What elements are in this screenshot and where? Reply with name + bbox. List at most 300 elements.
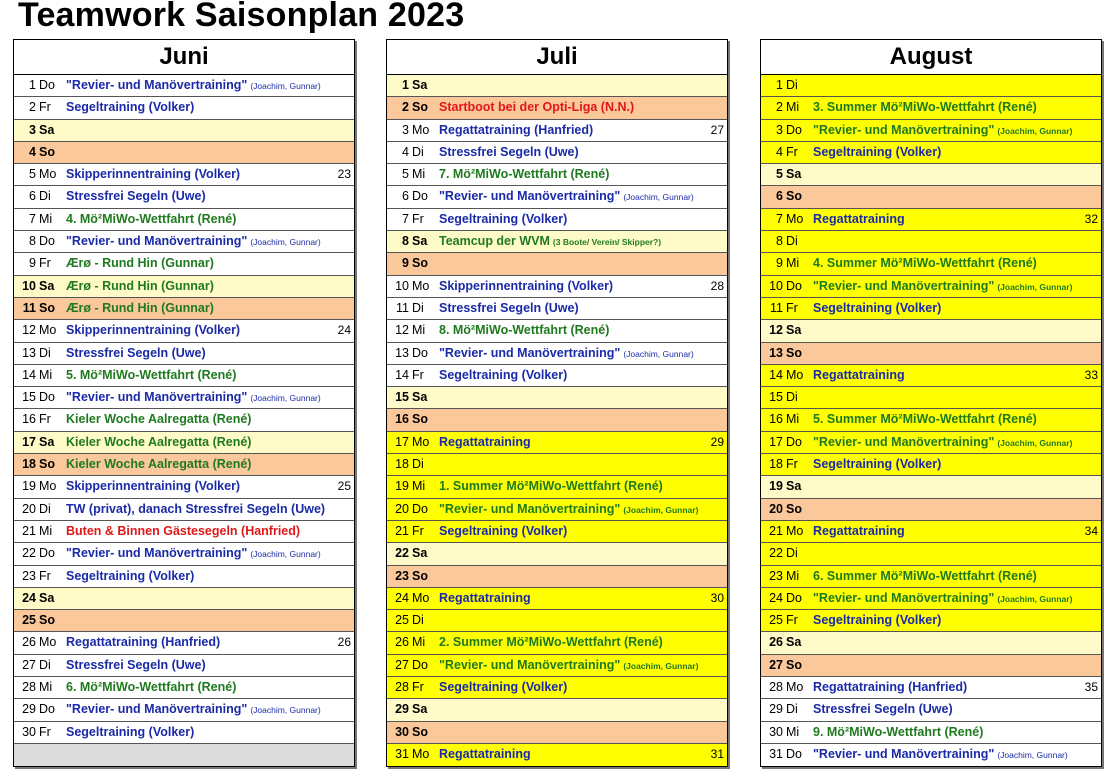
weekday-abbrev: Mo xyxy=(412,746,430,761)
day-row xyxy=(14,566,354,588)
day-row xyxy=(14,588,354,610)
weekday-abbrev: So xyxy=(786,657,802,672)
event-title: Regattatraining (Hanfried) xyxy=(439,122,594,137)
day-row xyxy=(387,164,727,186)
event-title: "Revier- und Manövertraining" xyxy=(66,78,248,92)
day-number: 24 xyxy=(769,590,783,605)
event-title: Ærø - Rund Hin (Gunnar) xyxy=(66,278,214,293)
weekday-abbrev: Mi xyxy=(786,100,800,115)
day-row xyxy=(761,610,1101,632)
event-label xyxy=(66,75,321,97)
month-column-august xyxy=(760,39,1102,767)
day-row xyxy=(14,387,354,409)
week-number: 32 xyxy=(1084,211,1098,226)
day-number: 9 xyxy=(402,256,409,271)
event-label xyxy=(66,209,236,230)
day-row xyxy=(14,365,354,387)
day-number: 2 xyxy=(402,100,409,115)
weekday-abbrev: Fr xyxy=(412,523,424,538)
event-title: "Revier- und Manövertraining" xyxy=(66,546,248,561)
day-number: 30 xyxy=(22,724,36,739)
event-organizers: (Joachim, Gunnar) xyxy=(997,749,1068,760)
weekday-abbrev: Sa xyxy=(39,434,55,449)
day-number: 27 xyxy=(22,657,36,672)
event-label xyxy=(66,276,214,297)
day-row xyxy=(14,343,354,365)
day-row xyxy=(14,298,354,320)
week-number: 34 xyxy=(1084,523,1098,538)
day-number: 22 xyxy=(395,546,409,561)
event-label xyxy=(813,209,905,230)
day-row xyxy=(14,142,354,164)
day-row xyxy=(761,75,1101,97)
day-row xyxy=(14,75,354,97)
event-title: "Revier- und Manövertraining" xyxy=(439,345,621,360)
day-row xyxy=(761,744,1101,766)
day-row xyxy=(387,588,727,610)
weekday-abbrev: Do xyxy=(786,746,802,761)
event-label xyxy=(439,432,531,453)
event-label xyxy=(66,566,194,587)
month-header: Juli xyxy=(387,40,727,75)
weekday-abbrev: Fr xyxy=(786,457,798,472)
weekday-abbrev: So xyxy=(39,300,55,315)
weekday-abbrev: Mi xyxy=(412,323,426,338)
day-number: 28 xyxy=(769,680,783,695)
day-number: 24 xyxy=(395,590,409,605)
day-number: 4 xyxy=(29,144,36,159)
month-header: Juni xyxy=(14,40,354,75)
day-row xyxy=(761,387,1101,409)
day-list xyxy=(14,75,354,766)
event-organizers: (Joachim, Gunnar) xyxy=(997,281,1073,292)
event-title: 1. Summer Mö²MiWo-Wettfahrt (René) xyxy=(439,479,663,494)
event-title: Segeltraining (Volker) xyxy=(439,211,568,226)
day-number: 13 xyxy=(769,345,783,360)
event-organizers: (3 Boote/ Verein/ Skipper?) xyxy=(552,237,662,248)
day-number: 19 xyxy=(22,479,36,494)
day-number: 8 xyxy=(402,234,409,249)
event-title: Kieler Woche Aalregatta (René) xyxy=(66,457,252,472)
weekday-abbrev: So xyxy=(786,345,802,360)
event-label xyxy=(66,632,220,653)
event-organizers: (Joachim, Gunnar) xyxy=(997,437,1073,448)
week-number: 28 xyxy=(710,278,724,293)
event-title: "Revier- und Manövertraining" xyxy=(439,657,621,672)
event-label xyxy=(813,744,1068,766)
day-row xyxy=(14,610,354,632)
weekday-abbrev: Do xyxy=(39,234,55,249)
day-row xyxy=(14,677,354,699)
weekday-abbrev: Sa xyxy=(39,590,55,605)
event-label xyxy=(66,164,240,185)
day-number: 23 xyxy=(769,568,783,583)
day-number: 14 xyxy=(395,367,409,382)
weekday-abbrev: Do xyxy=(39,702,55,717)
weekday-abbrev: Do xyxy=(412,501,428,516)
day-row xyxy=(387,499,727,521)
day-row xyxy=(387,543,727,565)
event-label xyxy=(813,97,1037,118)
day-row xyxy=(761,164,1101,186)
event-title: Startboot bei der Opti-Liga (N.N.) xyxy=(439,100,635,115)
weekday-abbrev: Sa xyxy=(412,546,428,561)
day-row xyxy=(761,543,1101,565)
day-number: 18 xyxy=(769,457,783,472)
weekday-abbrev: Fr xyxy=(412,367,424,382)
day-number: 12 xyxy=(22,323,36,338)
weekday-abbrev: Sa xyxy=(412,78,428,92)
day-number: 5 xyxy=(29,167,36,182)
day-row xyxy=(14,543,354,565)
day-number: 28 xyxy=(22,680,36,695)
day-number: 13 xyxy=(395,345,409,360)
day-row xyxy=(387,387,727,409)
day-row xyxy=(387,677,727,699)
month-column-juni xyxy=(13,39,355,767)
weekday-abbrev: Do xyxy=(39,78,55,92)
event-title: Stressfrei Segeln (Uwe) xyxy=(66,345,206,360)
event-label xyxy=(66,432,251,453)
day-row xyxy=(761,409,1101,431)
event-title: Regattatraining (Hanfried) xyxy=(813,680,968,695)
day-row xyxy=(761,298,1101,320)
day-number: 18 xyxy=(395,457,409,472)
event-organizers: (Joachim, Gunnar) xyxy=(623,504,699,515)
day-row xyxy=(761,276,1101,298)
weekday-abbrev: Mo xyxy=(39,323,57,338)
weekday-abbrev: Mo xyxy=(786,211,804,226)
day-number: 18 xyxy=(22,457,36,472)
day-number: 19 xyxy=(395,479,409,494)
event-title: Regattatraining xyxy=(813,523,905,538)
event-title: Regattatraining xyxy=(439,590,531,605)
event-title: "Revier- und Manövertraining" xyxy=(813,434,995,449)
day-row xyxy=(387,276,727,298)
event-organizers: (Joachim, Gunnar) xyxy=(250,549,321,560)
event-label xyxy=(66,365,236,386)
day-number: 12 xyxy=(769,323,783,338)
day-number: 29 xyxy=(769,702,783,717)
event-title: 3. Summer Mö²MiWo-Wettfahrt (René) xyxy=(813,100,1037,115)
event-title: Regattatraining (Hanfried) xyxy=(66,635,221,650)
day-row xyxy=(14,476,354,498)
event-title: Stressfrei Segeln (Uwe) xyxy=(66,189,206,204)
event-label xyxy=(813,142,941,163)
event-label xyxy=(66,253,214,274)
weekday-abbrev: Sa xyxy=(786,323,802,338)
event-title: 2. Summer Mö²MiWo-Wettfahrt (René) xyxy=(439,635,663,650)
day-number: 23 xyxy=(22,568,36,583)
day-row xyxy=(761,566,1101,588)
day-number: 11 xyxy=(396,300,409,315)
weekday-abbrev: Sa xyxy=(786,635,802,650)
day-row xyxy=(761,186,1101,208)
weekday-abbrev: Di xyxy=(786,702,798,717)
weekday-abbrev: Do xyxy=(412,657,428,672)
day-number: 24 xyxy=(22,590,36,605)
day-number: 17 xyxy=(769,434,783,449)
day-number: 8 xyxy=(29,234,36,249)
event-label xyxy=(439,588,531,609)
day-row xyxy=(14,320,354,342)
event-label xyxy=(439,186,694,208)
event-label xyxy=(66,476,240,497)
day-number: 7 xyxy=(776,211,783,226)
event-title: "Revier- und Manövertraining" xyxy=(439,501,621,516)
day-number: 27 xyxy=(395,657,409,672)
weekday-abbrev: So xyxy=(39,144,55,159)
day-number: 6 xyxy=(29,189,36,204)
event-label xyxy=(439,677,567,698)
weekday-abbrev: Mo xyxy=(412,122,430,137)
event-title: TW (privat), danach Stressfrei Segeln (Uwe) xyxy=(66,501,326,516)
event-title: Kieler Woche Aalregatta (René) xyxy=(66,434,252,449)
day-row xyxy=(14,276,354,298)
day-number: 29 xyxy=(395,702,409,717)
weekday-abbrev: Mo xyxy=(786,523,804,538)
day-number: 21 xyxy=(769,523,783,538)
day-row xyxy=(387,632,727,654)
week-number: 33 xyxy=(1084,367,1098,382)
weekday-abbrev: Fr xyxy=(786,613,798,628)
event-title: Segeltraining (Volker) xyxy=(439,367,568,382)
weekday-abbrev: Di xyxy=(786,546,798,561)
event-label xyxy=(66,699,321,721)
day-row xyxy=(761,432,1101,454)
day-row xyxy=(387,120,727,142)
day-row xyxy=(761,499,1101,521)
event-title: Segeltraining (Volker) xyxy=(813,457,942,472)
weekday-abbrev: Mi xyxy=(39,367,53,382)
day-row xyxy=(14,231,354,253)
weekday-abbrev: Fr xyxy=(786,300,798,315)
event-label xyxy=(439,655,698,677)
day-row xyxy=(387,655,727,677)
event-label xyxy=(813,409,1037,430)
day-number: 20 xyxy=(769,501,783,516)
weekday-abbrev: So xyxy=(412,568,428,583)
month-header: August xyxy=(761,40,1101,75)
event-label xyxy=(813,454,941,475)
event-title: Kieler Woche Aalregatta (René) xyxy=(66,412,252,427)
weekday-abbrev: Di xyxy=(786,78,798,92)
event-label xyxy=(439,499,698,521)
weekday-abbrev: Di xyxy=(39,345,51,360)
weekday-abbrev: Sa xyxy=(786,479,802,494)
week-number: 23 xyxy=(337,167,351,182)
day-number: 16 xyxy=(395,412,409,427)
day-number: 3 xyxy=(776,122,783,137)
event-label xyxy=(813,432,1072,454)
day-number: 2 xyxy=(776,100,783,115)
event-label xyxy=(66,320,240,341)
day-row xyxy=(761,253,1101,275)
event-title: Stressfrei Segeln (Uwe) xyxy=(439,300,579,315)
event-organizers: (Joachim, Gunnar) xyxy=(997,593,1073,604)
day-number: 3 xyxy=(29,122,36,137)
event-organizers: (Joachim, Gunnar) xyxy=(623,192,694,203)
event-title: Segeltraining (Volker) xyxy=(439,523,568,538)
day-number: 21 xyxy=(395,523,409,538)
event-title: Regattatraining xyxy=(439,434,531,449)
day-number: 14 xyxy=(22,367,36,382)
weekday-abbrev: Do xyxy=(412,345,428,360)
day-row xyxy=(387,476,727,498)
day-number: 31 xyxy=(769,746,783,761)
week-number: 24 xyxy=(337,323,351,338)
event-title: 7. Mö²MiWo-Wettfahrt (René) xyxy=(439,167,610,182)
event-title: Skipperinnentraining (Volker) xyxy=(439,278,614,293)
event-title: Ærø - Rund Hin (Gunnar) xyxy=(66,300,214,315)
day-number: 27 xyxy=(769,657,783,672)
day-number: 11 xyxy=(22,300,36,315)
weekday-abbrev: So xyxy=(412,256,428,271)
event-title: Segeltraining (Volker) xyxy=(66,100,195,115)
weekday-abbrev: Mo xyxy=(39,635,57,650)
event-title: 8. Mö²MiWo-Wettfahrt (René) xyxy=(439,323,610,338)
day-row xyxy=(14,722,354,744)
day-row xyxy=(387,566,727,588)
day-row xyxy=(14,97,354,119)
day-number: 10 xyxy=(769,278,783,293)
event-title: "Revier- und Manövertraining" xyxy=(66,390,248,405)
event-label xyxy=(66,409,251,430)
event-label xyxy=(813,722,983,743)
day-row xyxy=(14,120,354,142)
event-title: Segeltraining (Volker) xyxy=(813,613,942,628)
day-number: 25 xyxy=(22,613,36,628)
day-row xyxy=(14,521,354,543)
weekday-abbrev: Mi xyxy=(412,479,426,494)
day-row xyxy=(14,186,354,208)
weekday-abbrev: Mo xyxy=(39,479,57,494)
day-row xyxy=(387,744,727,766)
day-number: 26 xyxy=(769,635,783,650)
day-number: 12 xyxy=(395,323,409,338)
event-label xyxy=(66,343,206,364)
weekday-abbrev: Sa xyxy=(39,122,55,137)
event-title: Skipperinnentraining (Volker) xyxy=(66,479,241,494)
event-title: Segeltraining (Volker) xyxy=(66,568,195,583)
event-label xyxy=(66,655,206,676)
event-title: Segeltraining (Volker) xyxy=(66,724,195,739)
event-label xyxy=(439,343,694,365)
day-number: 15 xyxy=(395,390,409,405)
day-row xyxy=(761,343,1101,365)
event-title: Regattatraining xyxy=(813,367,905,382)
weekday-abbrev: So xyxy=(786,189,802,204)
weekday-abbrev: Do xyxy=(412,189,428,204)
event-title: 9. Mö²MiWo-Wettfahrt (René) xyxy=(813,724,984,739)
event-title: Segeltraining (Volker) xyxy=(439,680,568,695)
event-label xyxy=(439,320,609,341)
day-row xyxy=(14,432,354,454)
day-row xyxy=(761,142,1101,164)
event-label xyxy=(813,253,1037,274)
day-row xyxy=(387,722,727,744)
day-row xyxy=(387,231,727,253)
weekday-abbrev: Di xyxy=(412,144,424,159)
event-label xyxy=(66,722,194,743)
event-label xyxy=(66,231,321,253)
weekday-abbrev: Mo xyxy=(412,278,430,293)
event-label xyxy=(813,699,953,720)
event-title: Ærø - Rund Hin (Gunnar) xyxy=(66,256,214,271)
event-label xyxy=(66,454,251,475)
event-title: Stressfrei Segeln (Uwe) xyxy=(439,144,579,159)
event-label xyxy=(66,298,214,319)
month-column-juli xyxy=(386,39,728,767)
weekday-abbrev: Di xyxy=(412,300,424,315)
weekday-abbrev: Mi xyxy=(412,167,426,182)
event-title: Skipperinnentraining (Volker) xyxy=(66,323,241,338)
day-row xyxy=(14,209,354,231)
day-number: 22 xyxy=(22,546,36,561)
weekday-abbrev: Do xyxy=(786,278,802,293)
day-number: 16 xyxy=(22,412,36,427)
weekday-abbrev: Fr xyxy=(39,724,51,739)
event-label xyxy=(439,276,613,297)
event-label xyxy=(439,632,663,653)
day-number: 29 xyxy=(22,702,36,717)
event-title: Skipperinnentraining (Volker) xyxy=(66,167,241,182)
event-label xyxy=(439,164,609,185)
event-label xyxy=(439,476,663,497)
event-label xyxy=(813,298,941,319)
event-label xyxy=(813,566,1037,587)
event-label xyxy=(813,120,1072,142)
day-number: 25 xyxy=(769,613,783,628)
day-row xyxy=(761,365,1101,387)
event-title: Stressfrei Segeln (Uwe) xyxy=(813,702,953,717)
day-row xyxy=(387,343,727,365)
day-row xyxy=(387,320,727,342)
event-organizers: (Joachim, Gunnar) xyxy=(250,705,321,716)
day-number: 1 xyxy=(776,78,783,92)
day-row xyxy=(387,699,727,721)
weekday-abbrev: Fr xyxy=(39,256,51,271)
day-number: 15 xyxy=(769,390,783,405)
day-number: 21 xyxy=(22,523,36,538)
event-organizers: (Joachim, Gunnar) xyxy=(623,348,694,359)
day-row xyxy=(387,409,727,431)
event-organizers: (Joachim, Gunnar) xyxy=(250,81,321,91)
week-number: 29 xyxy=(710,434,724,449)
day-number: 3 xyxy=(402,122,409,137)
event-title: Regattatraining xyxy=(439,746,531,761)
event-label xyxy=(66,387,321,409)
event-organizers: (Joachim, Gunnar) xyxy=(623,660,699,671)
day-number: 5 xyxy=(402,167,409,182)
weekday-abbrev: Sa xyxy=(412,234,428,249)
event-title: Regattatraining xyxy=(813,211,905,226)
event-title: 6. Mö²MiWo-Wettfahrt (René) xyxy=(66,680,237,695)
day-row xyxy=(761,588,1101,610)
weekday-abbrev: Mo xyxy=(412,590,430,605)
weekday-abbrev: Di xyxy=(39,501,51,516)
day-number: 1 xyxy=(402,78,409,92)
day-row xyxy=(761,655,1101,677)
day-row xyxy=(761,677,1101,699)
event-label xyxy=(66,677,236,698)
weekday-abbrev: Mo xyxy=(39,167,57,182)
weekday-abbrev: Fr xyxy=(39,100,51,115)
day-number: 16 xyxy=(769,412,783,427)
day-row xyxy=(761,97,1101,119)
day-row xyxy=(387,365,727,387)
weekday-abbrev: So xyxy=(786,501,802,516)
